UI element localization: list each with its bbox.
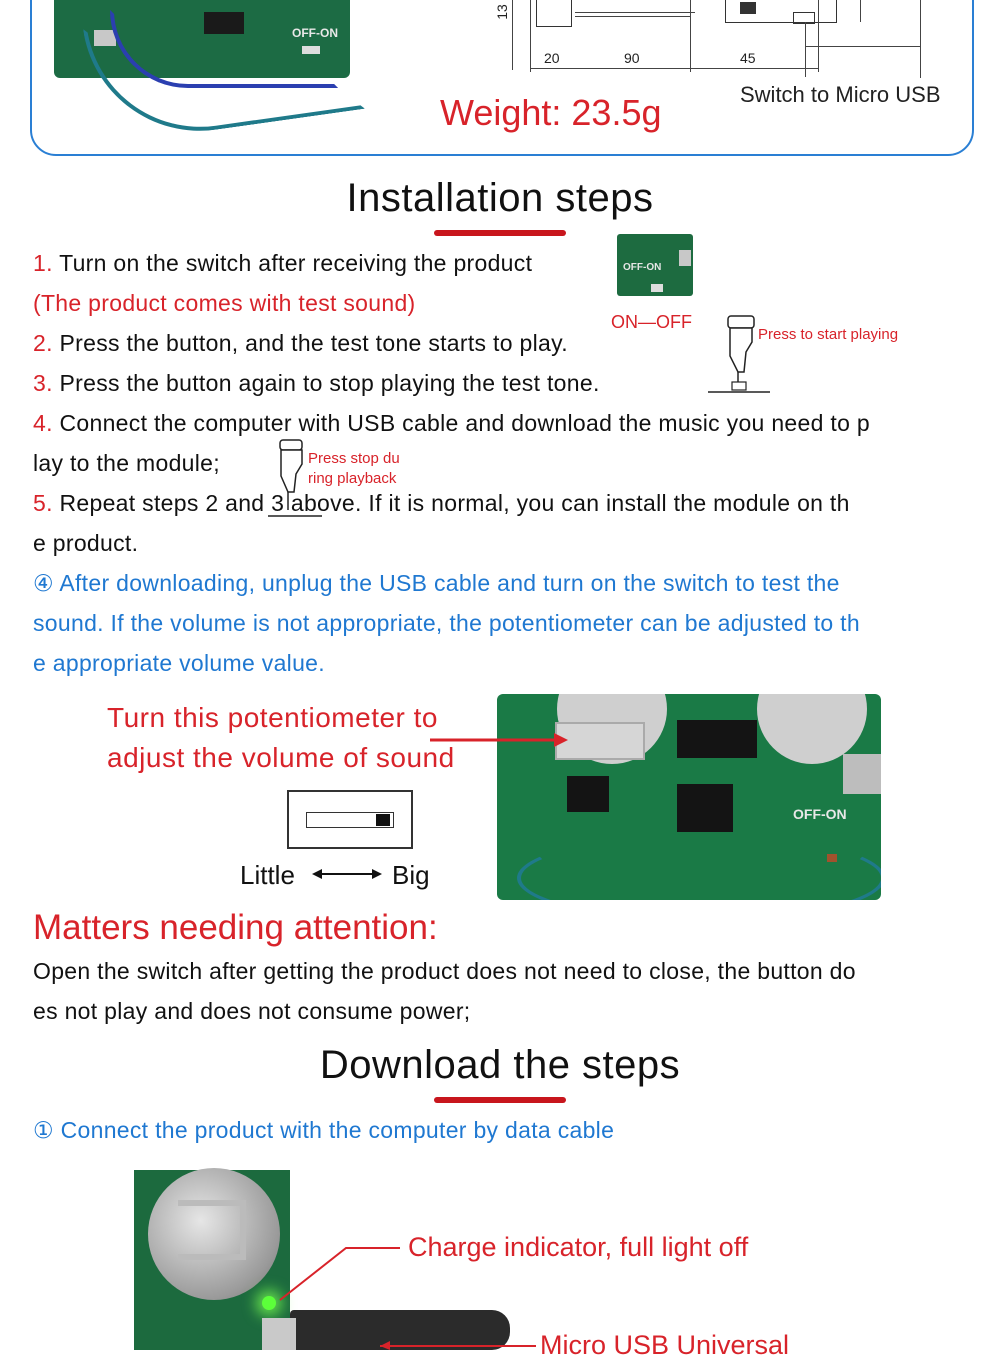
switch-thumbnail [617, 234, 693, 296]
step-5 [33, 490, 850, 517]
potentiometer-diagram [287, 790, 413, 849]
step-1-text: Turn on the switch after receiving the product [59, 250, 533, 276]
little-label: Little [240, 860, 295, 890]
big-label: Big [392, 860, 430, 890]
double-arrow-icon [312, 866, 382, 882]
press-stop-label-b: ring playback [308, 470, 397, 487]
attention-title: Matters needing attention: [33, 908, 438, 947]
step-1 [33, 250, 532, 277]
usb-plug [262, 1318, 296, 1350]
pcb-switch-label: OFF-ON [292, 26, 338, 40]
potentiometer-label-a: Turn this potentiometer to [107, 702, 439, 733]
switch-note: Switch to Micro USB [740, 82, 941, 107]
step-3-number: 3. [33, 370, 53, 396]
usb-pointer-line [380, 1336, 540, 1350]
pcb-switch-label-2: OFF-ON [793, 806, 847, 822]
press-start-label: Press to start playing [758, 326, 899, 343]
step-5-continued: e product. [33, 530, 139, 556]
step-5-number: 5. [33, 490, 53, 516]
on-off-label: ON—OFF [611, 312, 692, 332]
circled-step-4-c: e appropriate volume value. [33, 650, 325, 676]
step-4-text: Connect the computer with USB cable and download the music you need to p [59, 410, 870, 436]
dim-13: 13 [493, 4, 510, 20]
step-3 [33, 370, 600, 397]
step-2-text: Press the button, and the test tone starts to play. [59, 330, 568, 356]
weight-label: Weight: 23.5g [440, 92, 662, 133]
circled-step-4-b: sound. If the volume is not appropriate, the potentiometer can be adjusted to th [33, 610, 860, 636]
download-title-underline [434, 1097, 566, 1103]
step-1-note: (The product comes with test sound) [33, 290, 416, 316]
installation-title: Installation steps [346, 176, 654, 220]
micro-usb-label: Micro USB Universal [540, 1330, 790, 1360]
installation-title-underline [434, 230, 566, 236]
attention-text-b: es not play and does not consume power; [33, 998, 471, 1024]
pcb-photo-potentiometer [497, 694, 881, 900]
step-2-number: 2. [33, 330, 53, 356]
dim-20: 20 [544, 50, 560, 66]
charge-pointer-line [276, 1238, 406, 1308]
finger-press-icon [704, 312, 774, 396]
circled-step-4-a: ④ After downloading, unplug the USB cable and turn on the switch to test the [33, 570, 840, 596]
step-4-number: 4. [33, 410, 53, 436]
charge-led [262, 1296, 276, 1310]
pointer-arrow [430, 730, 570, 750]
charge-indicator-label: Charge indicator, full light off [408, 1232, 749, 1262]
step-2 [33, 330, 568, 357]
download-title: Download the steps [319, 1043, 681, 1087]
step-3-text: Press the button again to stop playing the test tone. [59, 370, 600, 396]
dim-90: 90 [624, 50, 640, 66]
step-1-number: 1. [33, 250, 53, 276]
press-stop-label-a: Press stop du [308, 450, 400, 467]
download-step-1: ① Connect the product with the computer by data cable [33, 1117, 615, 1143]
dim-45: 45 [740, 50, 756, 66]
step-4 [33, 410, 870, 437]
dimension-drawing [493, 0, 970, 80]
battery-clip [178, 1200, 246, 1260]
attention-text-a: Open the switch after getting the product does not need to close, the button do [33, 958, 856, 984]
potentiometer-label-b: adjust the volume of sound [107, 742, 455, 773]
switch-thumbnail-label: OFF-ON [623, 262, 662, 273]
step-5-text: Repeat steps 2 and 3 above. If it is normal, you can install the module on th [59, 490, 850, 516]
step-4-continued: lay to the module; [33, 450, 220, 476]
